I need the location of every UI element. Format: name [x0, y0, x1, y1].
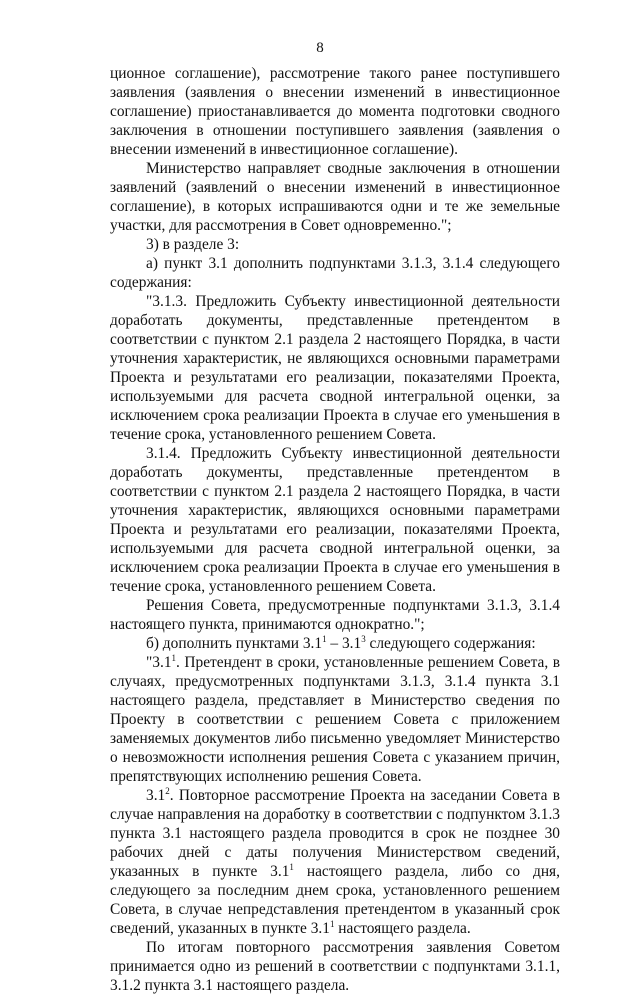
paragraph-text: "3.1.3. Предложить Субъекту инвестиционной деятельности доработать документы, представленные претендентом в соответствии с пунктом 2.1 раздела 2 настоящего Порядка, в части уточнения характеристик, не являющихся основными параметрами Проекта и результатами его реализации, показателями Проекта, используемыми для расчета сводной интегральной оценки, за исключением срока реализации Проекта в случае его уменьшения в течение срока, установленного решением Совета. [110, 293, 560, 443]
paragraph-text: настоящего раздела. [334, 920, 471, 937]
paragraph [110, 292, 560, 444]
paragraph-text: Министерство направляет сводные заключения в отношении заявлений (заявлений о внесении изменений в инвестиционное соглашение), в которых испрашиваются одни и те же земельные участки, для рассмотрения в Совет одновременно."; [110, 160, 560, 234]
superscript: 1 [171, 653, 177, 663]
paragraph [110, 159, 560, 235]
paragraph [110, 634, 560, 653]
superscript: 2 [165, 786, 170, 796]
paragraph-text: Решения Совета, предусмотренные подпунктами 3.1.3, 3.1.4 настоящего пункта, принимаются однократно."; [110, 597, 560, 633]
paragraph [110, 444, 560, 596]
paragraph [110, 938, 560, 995]
paragraph-text: 3.1 [146, 787, 166, 804]
paragraph-text: "3.1 [146, 654, 172, 671]
paragraph [110, 235, 560, 254]
paragraph-text: настоящего раздела, либо со дня, следующего за последним днем срока, установленного решением Совета, в случае непредставления претендентом в указанный срок сведений, указанных в пункте 3.1 [110, 863, 560, 937]
superscript: 3 [361, 634, 366, 644]
paragraph [110, 64, 560, 159]
superscript: 1 [322, 634, 327, 644]
paragraph-text: – 3.1 [326, 635, 362, 652]
paragraph-text: По итогам повторного рассмотрения заявления Советом принимается одно из решений в соответствии с подпунктами 3.1.1, 3.1.2 пункта 3.1 настоящего раздела. [110, 939, 560, 994]
paragraph-text: 3.1.4. Предложить Субъекту инвестиционной деятельности доработать документы, представленные претендентом в соответствии с пунктом 2.1 раздела 2 настоящего Порядка, в части уточнения характеристик, являющихся основными параметрами Проекта и результатами его реализации, показателями Проекта, используемыми для расчета сводной интегральной оценки, за исключением срока реализации Проекта в случае его уменьшения в течение срока, установленного решением Совета. [110, 445, 560, 595]
paragraph-text: а) пункт 3.1 дополнить подпунктами 3.1.3, 3.1.4 следующего содержания: [110, 255, 560, 291]
superscript: 1 [289, 862, 294, 872]
paragraph-text: . Претендент в сроки, установленные решением Совета, в случаях, предусмотренных подпунктами 3.1.3, 3.1.4 пункта 3.1 настоящего раздела, представляет в Министерство сведения по Проекту в соответствии с решением Совета с приложением заменяемых документов либо письменно уведомляет Министерство о невозможности исполнения решения Совета с указанием причин, препятствующих исполнению решения Совета. [110, 654, 560, 785]
paragraph-text: ционное соглашение), рассмотрение такого ранее поступившего заявления (заявления о внесении изменений в инвестиционное соглашение) приостанавливается до момента подготовки сводного заключения в отношении поступившего заявления (заявления о внесении изменений в инвестиционное соглашение). [110, 65, 560, 158]
page-number: 8 [316, 40, 324, 56]
paragraph [110, 653, 560, 786]
paragraph-text: б) дополнить пунктами 3.1 [146, 635, 323, 652]
superscript: 1 [329, 919, 335, 929]
paragraph-text: следующего содержания: [365, 635, 536, 652]
document-body [110, 64, 560, 995]
paragraph [110, 786, 560, 938]
paragraph-text: 3) в разделе 3: [146, 236, 240, 253]
paragraph [110, 596, 560, 634]
paragraph-text: . Повторное рассмотрение Проекта на заседании Совета в случае направления на доработку в соответствии с подпунктом 3.1.3 пункта 3.1 настоящего раздела проводится в срок не позднее 30 рабочих дней с даты получения Министерством сведений, указанных в пункте 3.1 [110, 787, 560, 880]
paragraph [110, 254, 560, 292]
